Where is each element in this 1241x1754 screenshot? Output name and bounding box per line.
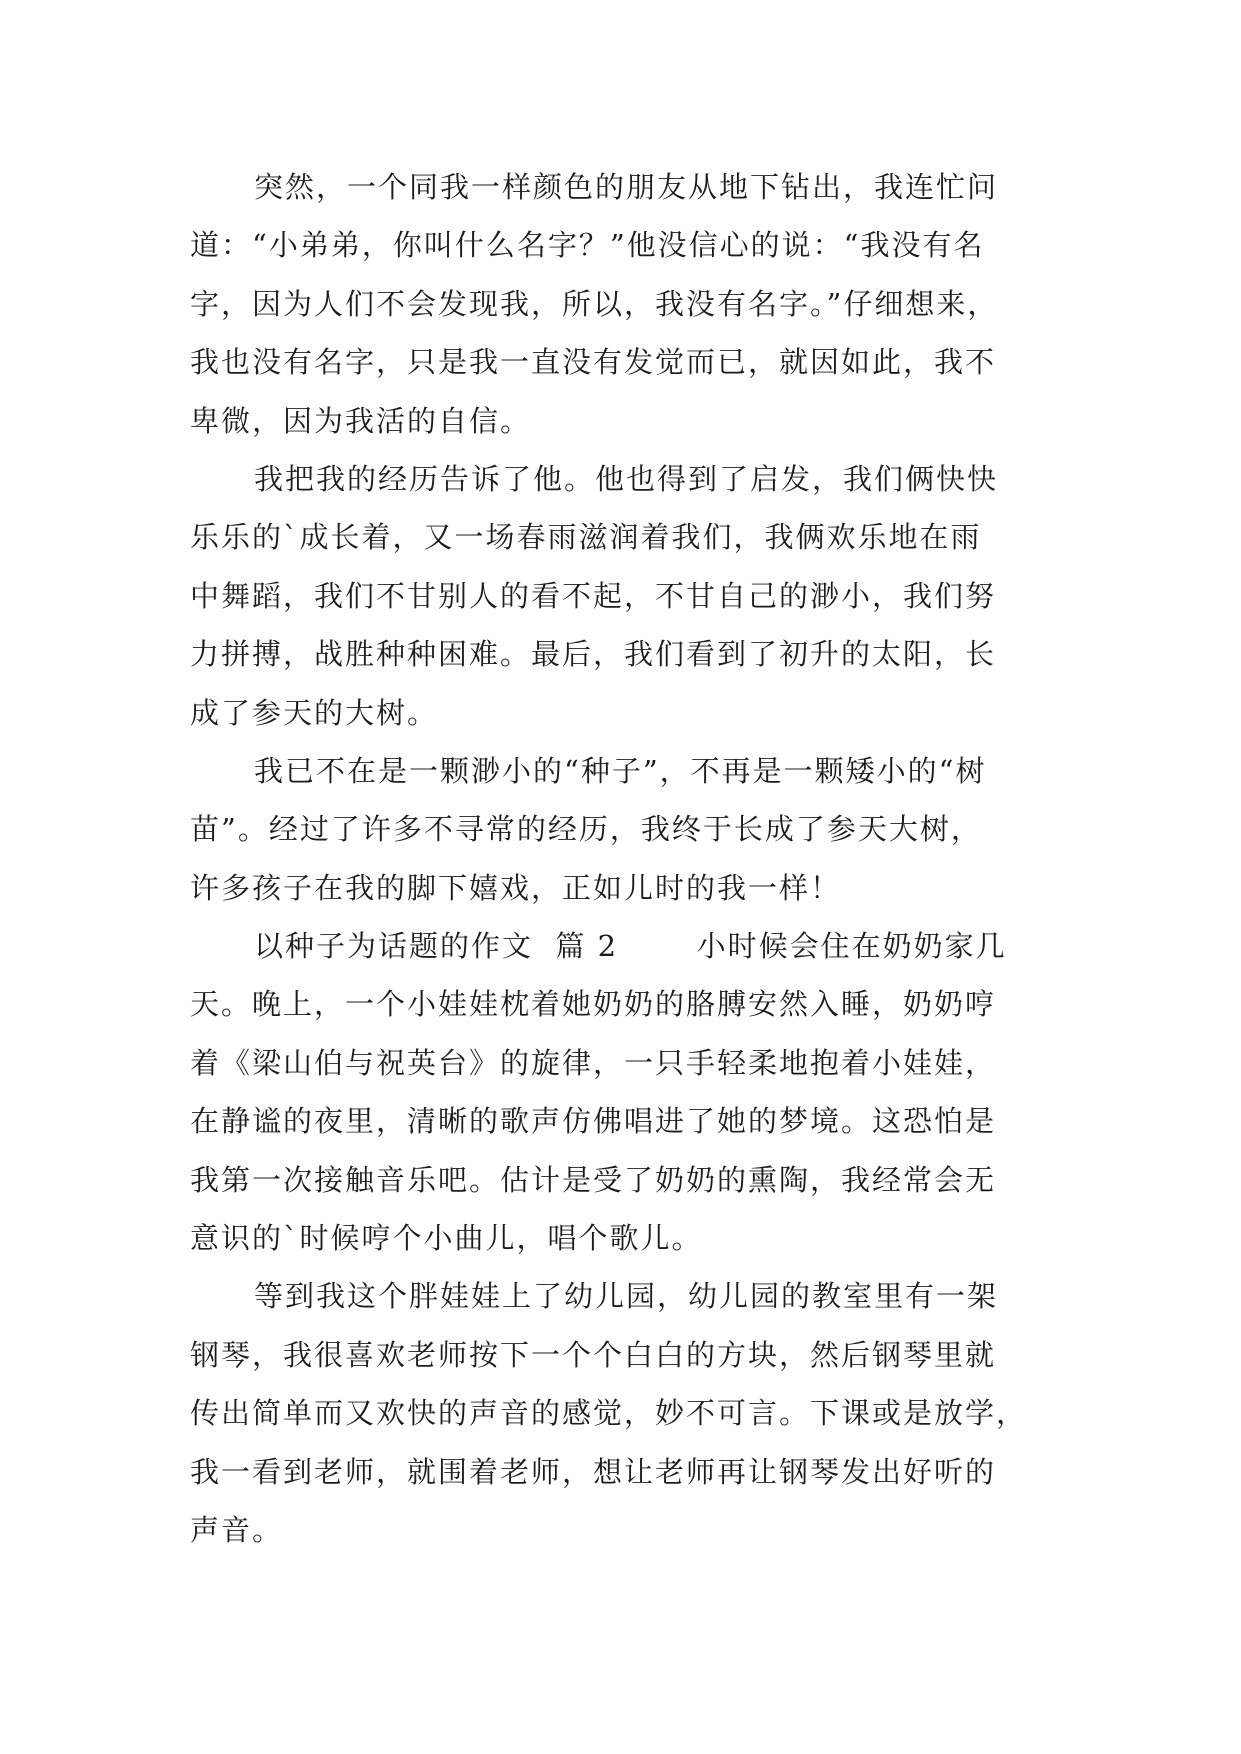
text-line: 天。晚上，一个小娃娃枕着她奶奶的胳膊安然入睡，奶奶哼 xyxy=(190,987,997,1022)
text-line: 字，因为人们不会发现我，所以，我没有名字。”仔细想来， xyxy=(190,286,999,321)
text-line: 乐乐的`成长着，又一场春雨滋润着我们，我俩欢乐地在雨 xyxy=(190,520,982,555)
text-line: 我也没有名字，只是我一直没有发觉而已，就因如此，我不 xyxy=(190,345,997,380)
text-line: 着《梁山伯与祝英台》的旋律，一只手轻柔地抱着小娃娃， xyxy=(190,1045,997,1080)
text-line: 意识的`时候哼个小曲儿，唱个歌儿。 xyxy=(190,1221,703,1256)
paragraph-3 xyxy=(190,742,1070,917)
text-line: 道：“小弟弟，你叫什么名字？”他没信心的说：“我没有名 xyxy=(190,228,985,263)
text-line: 成了参天的大树。 xyxy=(190,695,439,730)
text-line: 力拼搏，战胜种种困难。最后，我们看到了初升的太阳，长 xyxy=(190,637,997,672)
text-line: 许多孩子在我的脚下嬉戏，正如儿时的我一样！ xyxy=(190,870,842,905)
text-line-continuation: 小时候会住在奶奶家几 xyxy=(696,929,1007,964)
text-line: 苗”。经过了许多不寻常的经历，我终于长成了参天大树， xyxy=(190,812,982,847)
text-line: 声音。 xyxy=(190,1512,284,1547)
document-body xyxy=(190,158,1070,1559)
text-line: 突然，一个同我一样颜色的朋友从地下钻出，我连忙问 xyxy=(254,170,999,204)
text-line: 我一看到老师，就围着老师，想让老师再让钢琴发出好听的 xyxy=(190,1454,997,1489)
text-line: 中舞蹈，我们不甘别人的看不起，不甘自己的渺小，我们努 xyxy=(190,578,997,613)
text-line: 我把我的经历告诉了他。他也得到了启发，我们俩快快 xyxy=(254,461,999,496)
heading-line xyxy=(190,917,1070,975)
text-line: 我已不在是一颗渺小的“种子”，不再是一颗矮小的“树 xyxy=(254,753,987,788)
paragraph-4 xyxy=(190,917,1070,1267)
paragraph-2 xyxy=(190,450,1070,742)
section-heading: 以种子为话题的作文 篇 2 xyxy=(254,929,619,964)
text-line: 卑微，因为我活的自信。 xyxy=(190,403,532,438)
text-line: 等到我这个胖娃娃上了幼儿园，幼儿园的教室里有一架 xyxy=(254,1279,999,1314)
text-line: 传出简单而又欢快的声音的感觉，妙不可言。下课或是放学， xyxy=(190,1396,1028,1431)
text-line: 我第一次接触音乐吧。估计是受了奶奶的熏陶，我经常会无 xyxy=(190,1162,997,1197)
paragraph-1 xyxy=(190,158,1070,450)
text-line: 钢琴，我很喜欢老师按下一个个白白的方块，然后钢琴里就 xyxy=(190,1337,997,1372)
paragraph-5 xyxy=(190,1267,1070,1559)
heading-gap xyxy=(618,929,697,963)
text-line: 在静谧的夜里，清晰的歌声仿佛唱进了她的梦境。这恐怕是 xyxy=(190,1104,997,1139)
